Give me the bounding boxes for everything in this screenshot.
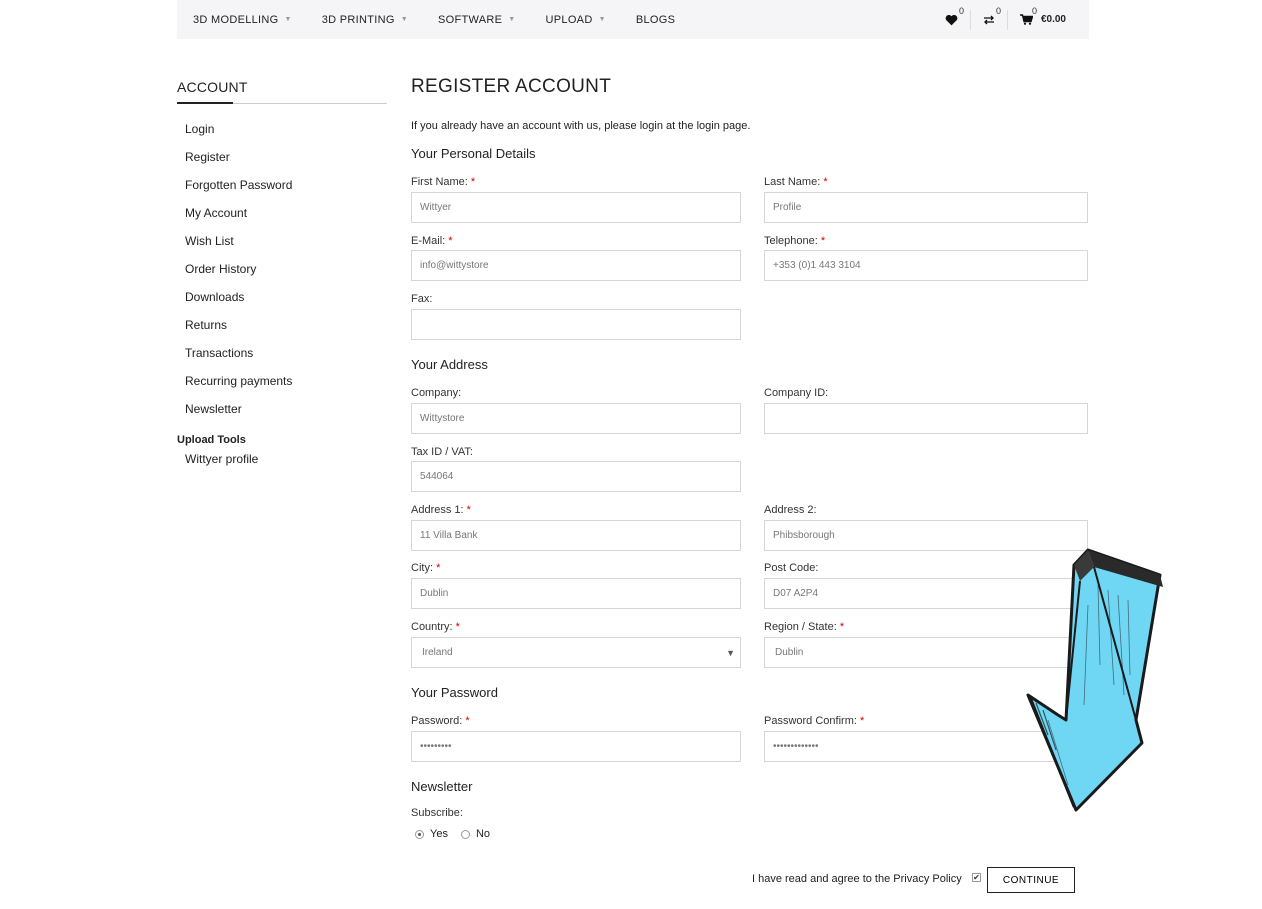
sidebar-item-forgotten-password[interactable]: Forgotten Password [185,178,293,192]
tax-id-input[interactable]: 544064 [411,461,741,492]
personal-details-legend: Your Personal Details [411,146,536,161]
continue-button[interactable]: CONTINUE [987,867,1075,893]
cart-icon [1020,14,1033,25]
email-input[interactable]: info@wittystore [411,250,741,281]
cart-count: 0 [1031,5,1037,16]
company-id-input[interactable] [764,403,1088,434]
wishlist-count: 0 [958,5,964,16]
sidebar-item-recurring-payments[interactable]: Recurring payments [185,374,293,388]
menu-item-3d-modelling[interactable]: 3D MODELLING ▼ [193,13,292,26]
cart-total: €0.00 [1040,14,1066,25]
password-confirm-label: Password Confirm: * [764,715,865,727]
menu-item-3d-printing[interactable]: 3D PRINTING ▼ [321,13,408,26]
address2-input[interactable]: Phibsborough [764,520,1088,551]
hand-drawn-arrow-icon [1018,545,1168,817]
chevron-down-icon: ▼ [400,16,408,23]
company-id-label: Company ID: [764,387,829,399]
telephone-input[interactable]: +353 (0)1 443 3104 [764,250,1088,281]
page-title: REGISTER ACCOUNT [411,76,612,97]
sidebar-item-wish-list[interactable]: Wish List [185,234,234,248]
select-arrow-icon: ▼ [726,647,735,658]
sidebar-item-downloads[interactable]: Downloads [185,290,245,304]
subscribe-label: Subscribe: [411,807,463,819]
fax-input[interactable] [411,309,741,340]
tax-id-label: Tax ID / VAT: [411,446,473,458]
country-select[interactable]: Ireland ▼ [411,637,741,668]
first-name-input[interactable]: Wittyer [411,192,741,223]
upload-tools-heading: Upload Tools [177,434,246,446]
telephone-label: Telephone: * [764,235,826,247]
post-code-label: Post Code: [764,562,819,574]
sidebar-item-returns[interactable]: Returns [185,318,228,332]
region-select[interactable]: Dublin [764,637,1088,668]
country-label: Country: * [411,621,460,633]
chevron-down-icon: ▼ [284,16,292,23]
last-name-label: Last Name: * [764,176,828,188]
heart-icon [945,14,958,26]
subscribe-no-label: No [475,828,491,840]
sidebar-item-newsletter[interactable]: Newsletter [185,402,242,416]
subscribe-yes-label: Yes [430,828,448,840]
email-label: E-Mail: * [411,235,453,247]
subscribe-options [415,828,490,840]
sidebar-item-order-history[interactable]: Order History [185,262,257,276]
last-name-input[interactable]: Profile [764,192,1088,223]
top-navigation-bar [177,0,1089,39]
account-sidebar [177,79,387,466]
sidebar-item-login[interactable]: Login [185,122,215,136]
first-name-label: First Name: * [411,176,476,188]
menu-item-upload[interactable]: UPLOAD ▼ [545,13,606,26]
post-code-input[interactable]: D07 A2P4 [764,578,1088,609]
cart-link[interactable] [1007,5,1078,30]
sidebar-item-register[interactable]: Register [185,150,230,164]
password-label: Password: * [411,715,470,727]
password-input[interactable]: ••••••••• [411,731,741,762]
address1-label: Address 1: * [411,504,471,516]
compare-count: 0 [995,5,1001,16]
compare-link[interactable] [970,5,1007,30]
address1-input[interactable]: 11 Villa Bank [411,520,741,551]
address2-label: Address 2: [764,504,817,516]
sidebar-title: ACCOUNT [177,79,387,104]
compare-arrows-icon [983,15,995,25]
region-label: Region / State: * [764,621,845,633]
sidebar-item-transactions[interactable]: Transactions [185,346,254,360]
subscribe-yes-radio[interactable] [415,830,424,839]
chevron-down-icon: ▼ [598,16,606,23]
sidebar-item-my-account[interactable]: My Account [185,206,248,220]
menu-item-blogs[interactable]: BLOGS [635,13,676,26]
password-legend: Your Password [411,685,498,700]
privacy-agree-text: I have read and agree to the Privacy Policy [752,873,962,885]
newsletter-legend: Newsletter [411,779,473,794]
sidebar-item-wittyer-profile[interactable]: Wittyer profile [185,452,259,466]
city-label: City: * [411,562,441,574]
password-confirm-input[interactable]: ••••••••••••• [764,731,1088,762]
company-label: Company: [411,387,462,399]
fax-label: Fax: [411,293,433,305]
main-menu [193,0,705,39]
subscribe-no-radio[interactable] [461,830,470,839]
privacy-agree-checkbox[interactable]: ✔ [973,873,980,882]
header-actions [933,0,1078,39]
intro-text: If you already have an account with us, please login at the login page. [411,120,751,132]
wishlist-link[interactable] [933,5,970,30]
menu-item-software[interactable]: SOFTWARE ▼ [437,13,516,26]
address-legend: Your Address [411,357,488,372]
company-input[interactable]: Wittystore [411,403,741,434]
city-input[interactable]: Dublin [411,578,741,609]
account-links [177,122,387,430]
chevron-down-icon: ▼ [508,16,516,23]
